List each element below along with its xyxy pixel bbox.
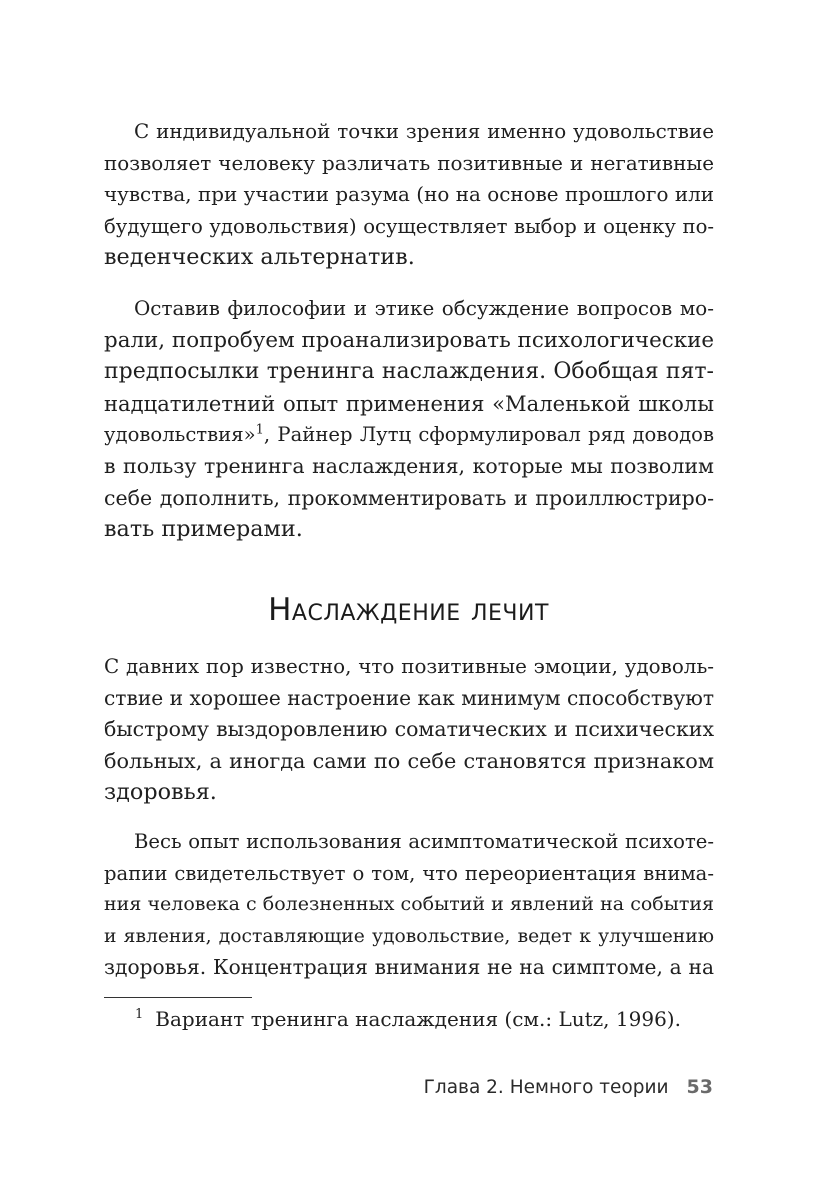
footnote	[135, 1006, 681, 1032]
text-line: ствие и хорошее настроение как минимум способствуют	[104, 685, 714, 710]
text-line: Оставив философии и этике обсуждение вопросов мо-	[134, 297, 714, 320]
text-line: рапии свидетельствует о том, что переориентация внима-	[104, 861, 714, 885]
text-line: ния человека с болезненных событий и явлений на события	[104, 893, 714, 916]
paragraph-4	[104, 826, 714, 984]
text-line: и явления, доставляющие удовольствие, ведет к улучшению	[104, 925, 714, 947]
footnote-divider	[104, 997, 252, 998]
text-line: позволяет человеку различать позитивные и негативные	[104, 151, 714, 175]
footnote-mark: 1	[135, 1007, 144, 1023]
text-line: вать примерами.	[104, 516, 303, 543]
paragraph-2	[104, 293, 714, 546]
text-fragment: удовольствия»	[104, 423, 256, 447]
text-line: С давних пор известно, что позитивные эмоции, удоволь-	[104, 655, 714, 678]
page-number: 53	[686, 1076, 713, 1098]
paragraph-1	[104, 116, 714, 274]
text-line: Весь опыт использования асимптоматической психоте-	[134, 830, 714, 853]
text-line: будущего удовольствия) осуществляет выбор и оценку по-	[104, 214, 714, 238]
text-line: веденческих альтернатив.	[104, 244, 415, 271]
running-footer	[104, 1076, 713, 1098]
text-line: рали, попробуем проанализировать психологические	[104, 327, 714, 353]
text-line: себе дополнить, прокомментировать и проиллюстриро-	[104, 485, 714, 510]
text-fragment: , Райнер Лутц сформулировал ряд доводов	[263, 423, 714, 447]
text-line: чувства, при участии разума (но на основе прошлого или	[104, 183, 714, 207]
text-line: С индивидуальной точки зрения именно удовольствие	[134, 120, 714, 143]
footnote-reference[interactable]: 1	[255, 422, 264, 438]
text-line: больных, а иногда сами по себе становятся признаком	[104, 748, 714, 773]
text-line: быстрому выздоровлению соматических и психических	[104, 717, 714, 742]
text-line: надцатилетний опыт применения «Маленькой школы	[104, 390, 714, 416]
text-line: здоровья.	[104, 779, 217, 806]
footnote-text: Вариант тренинга наслаждения (см.: Lutz, 1996).	[155, 1007, 681, 1031]
text-line: в пользу тренинга наслаждения, которые мы позволим	[104, 453, 714, 478]
text-line: предпосылки тренинга наслаждения. Обобщая пят-	[104, 359, 714, 385]
paragraph-3	[104, 651, 714, 809]
section-heading: Наслаждение лечит	[268, 592, 549, 628]
text-line-with-footnote-ref	[104, 419, 714, 451]
text-line: здоровья. Концентрация внимания не на симптоме, а на	[104, 955, 714, 980]
chapter-title: Глава 2. Немного теории	[423, 1077, 669, 1098]
